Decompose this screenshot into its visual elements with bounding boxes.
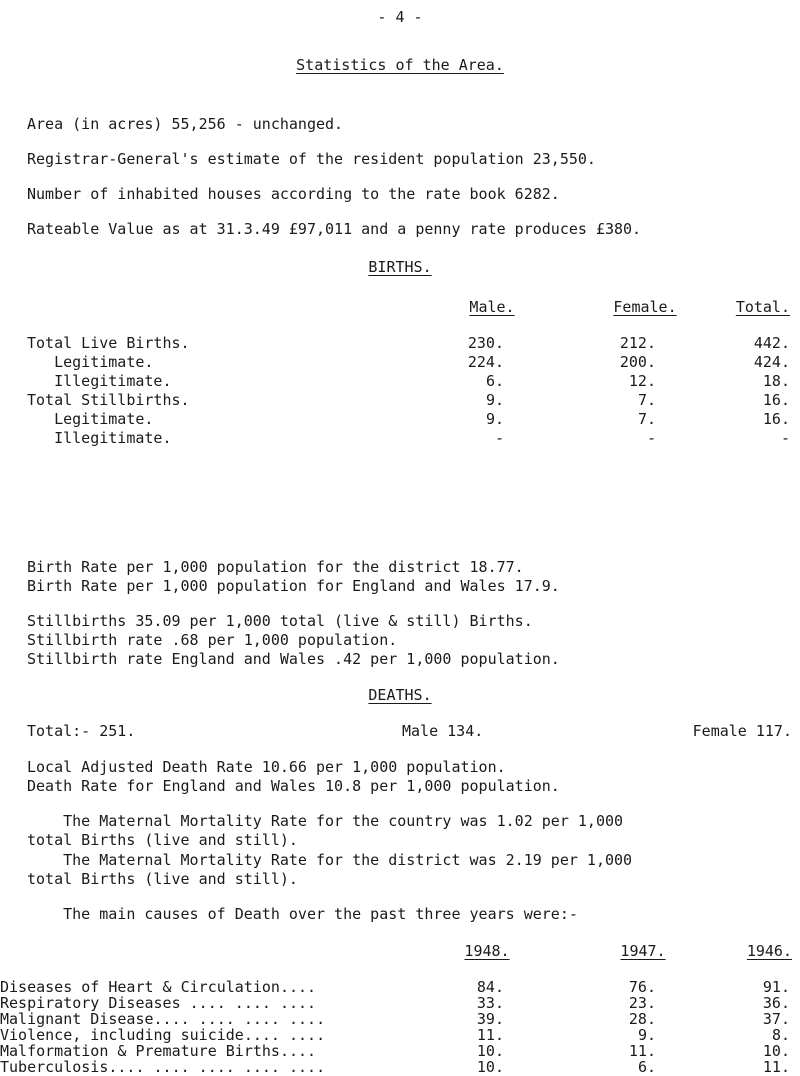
cause-value-1946: 91.: [762, 978, 790, 996]
birth-rate-district: Birth Rate per 1,000 population for the district 18.77.: [27, 558, 524, 576]
births-col-male: Male.: [469, 298, 515, 316]
births-row-female: 212.: [619, 334, 656, 352]
births-row-male: 6.: [485, 372, 504, 390]
stillbirth-rate-england-line: Stillbirth rate England and Wales .42 per 1,000 population.: [27, 650, 560, 668]
births-row-female: -: [646, 429, 656, 447]
cause-value-1946: 10.: [762, 1042, 790, 1060]
births-col-total: Total.: [735, 298, 790, 316]
cause-value-1948: 11.: [476, 1026, 504, 1044]
births-row-total: 442.: [753, 334, 790, 352]
houses-line: Number of inhabited houses according to the rate book 6282.: [27, 185, 560, 203]
cause-label: Diseases of Heart & Circulation....: [0, 978, 317, 996]
cause-value-1948: 10.: [476, 1058, 504, 1076]
births-row-female: 200.: [619, 353, 656, 371]
maternal-country-line-1: The Maternal Mortality Rate for the country was 1.02 per 1,000: [27, 812, 624, 830]
deaths-male: Male 134.: [402, 722, 484, 740]
causes-intro: The main causes of Death over the past three years were:-: [27, 905, 578, 923]
death-rate-local: Local Adjusted Death Rate 10.66 per 1,000 population.: [27, 758, 506, 776]
cause-value-1948: 33.: [476, 994, 504, 1012]
cause-value-1947: 9.: [637, 1026, 656, 1044]
births-row-male: -: [494, 429, 504, 447]
page-title: Statistics of the Area.: [296, 56, 504, 74]
births-col-female: Female.: [613, 298, 677, 316]
causes-year-1946: 1946.: [746, 942, 792, 960]
population-line: Registrar-General's estimate of the resident population 23,550.: [27, 150, 596, 168]
cause-label: Malignant Disease.... .... .... ....: [0, 1010, 326, 1028]
births-row-male: 9.: [485, 410, 504, 428]
births-heading: BIRTHS.: [368, 258, 432, 276]
births-row-label: Illegitimate.: [27, 372, 172, 390]
births-row-label: Illegitimate.: [27, 429, 172, 447]
cause-value-1947: 23.: [628, 994, 656, 1012]
maternal-country-line-2: total Births (live and still).: [27, 831, 298, 849]
cause-value-1947: 28.: [628, 1010, 656, 1028]
births-row-male: 9.: [485, 391, 504, 409]
cause-value-1946: 8.: [771, 1026, 790, 1044]
cause-value-1946: 11.: [762, 1058, 790, 1076]
births-row-total: 16.: [762, 410, 790, 428]
births-row-male: 224.: [467, 353, 504, 371]
cause-label: Violence, including suicide.... ....: [0, 1026, 326, 1044]
births-row-label: Total Stillbirths.: [27, 391, 190, 409]
cause-label: Tuberculosis.... .... .... .... ....: [0, 1058, 326, 1076]
cause-value-1947: 11.: [628, 1042, 656, 1060]
maternal-district-line-1: The Maternal Mortality Rate for the district was 2.19 per 1,000: [27, 851, 633, 869]
causes-year-1947: 1947.: [620, 942, 666, 960]
deaths-female: Female 117.: [692, 722, 792, 740]
births-row-label: Legitimate.: [27, 353, 154, 371]
stillbirths-line: Stillbirths 35.09 per 1,000 total (live & still) Births.: [27, 612, 533, 630]
cause-value-1948: 39.: [476, 1010, 504, 1028]
births-row-total: 16.: [762, 391, 790, 409]
rateable-value-line: Rateable Value as at 31.3.49 £97,011 and a penny rate produces £380.: [27, 220, 642, 238]
area-line: Area (in acres) 55,256 - unchanged.: [27, 115, 344, 133]
births-row-total: 424.: [753, 353, 790, 371]
cause-value-1947: 76.: [628, 978, 656, 996]
cause-label: Respiratory Diseases .... .... ....: [0, 994, 317, 1012]
cause-value-1946: 36.: [762, 994, 790, 1012]
death-rate-england: Death Rate for England and Wales 10.8 per 1,000 population.: [27, 777, 560, 795]
cause-value-1947: 6.: [637, 1058, 656, 1076]
births-row-label: Total Live Births.: [27, 334, 190, 352]
births-row-female: 7.: [637, 391, 656, 409]
deaths-total: Total:- 251.: [27, 722, 136, 740]
page-number: - 4 -: [377, 8, 423, 26]
births-row-male: 230.: [467, 334, 504, 352]
cause-value-1946: 37.: [762, 1010, 790, 1028]
cause-value-1948: 84.: [476, 978, 504, 996]
births-row-female: 12.: [628, 372, 656, 390]
deaths-heading: DEATHS.: [368, 686, 432, 704]
maternal-district-line-2: total Births (live and still).: [27, 870, 298, 888]
cause-value-1948: 10.: [476, 1042, 504, 1060]
births-row-label: Legitimate.: [27, 410, 154, 428]
births-row-female: 7.: [637, 410, 656, 428]
births-row-total: -: [780, 429, 790, 447]
birth-rate-england: Birth Rate per 1,000 population for England and Wales 17.9.: [27, 577, 560, 595]
births-row-total: 18.: [762, 372, 790, 390]
causes-year-1948: 1948.: [464, 942, 510, 960]
cause-label: Malformation & Premature Births....: [0, 1042, 317, 1060]
stillbirth-rate-line: Stillbirth rate .68 per 1,000 population.: [27, 631, 398, 649]
